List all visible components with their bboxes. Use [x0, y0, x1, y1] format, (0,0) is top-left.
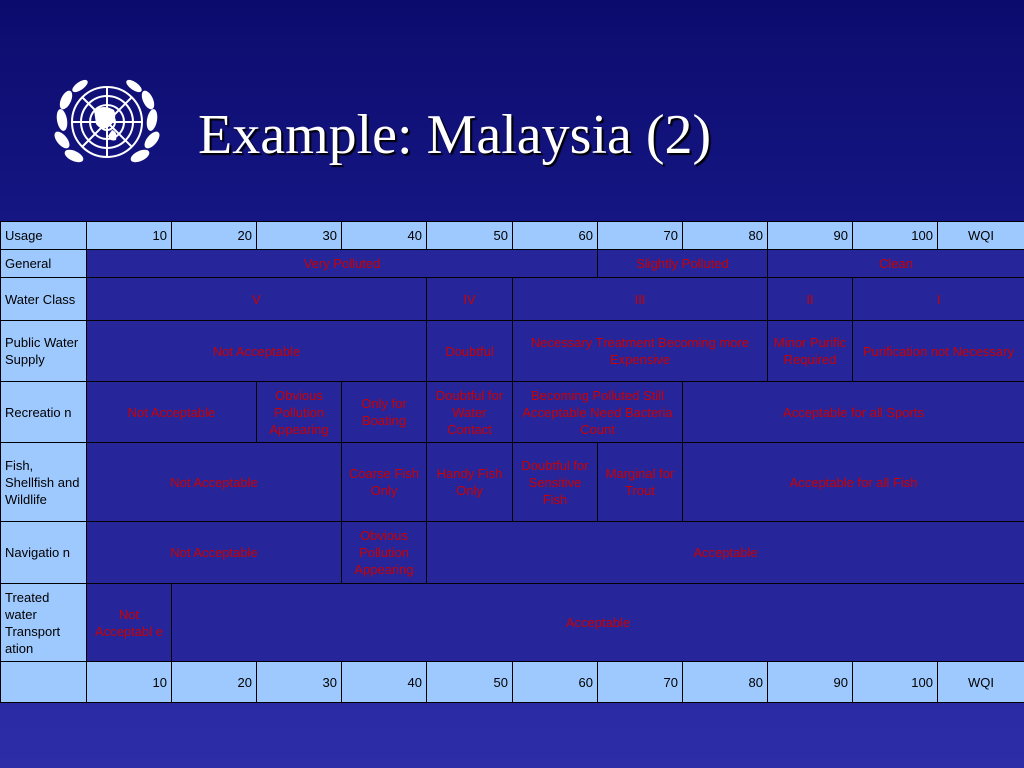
table-cell: Doubtful for Water Contact	[427, 382, 513, 443]
row-label: Fish, Shellfish and Wildlife	[1, 443, 87, 522]
table-cell: Not Acceptable	[87, 321, 427, 382]
table-cell: Not Acceptable	[87, 522, 342, 584]
table-cell: Becoming Polluted Still Acceptable Need Bacteria Count	[513, 382, 683, 443]
scale-value: 70	[598, 222, 683, 250]
table-cell: Not Acceptabl e	[87, 584, 172, 662]
scale-value: 100	[853, 662, 938, 703]
table-cell: Purification not Necessary	[853, 321, 1024, 382]
usage-label: Usage	[1, 222, 87, 250]
table-row-navigation	[1, 522, 1024, 584]
table-cell: Acceptable	[172, 584, 1024, 662]
table-footer-row	[1, 662, 1024, 703]
scale-value: 80	[683, 662, 768, 703]
scale-value: 60	[513, 662, 598, 703]
row-label: Recreatio n	[1, 382, 87, 443]
table-cell: Not Acceptable	[87, 443, 342, 522]
table-row-public-water	[1, 321, 1024, 382]
table-cell: Minor Purific Required	[768, 321, 853, 382]
table-cell: Obvious Pollution Appearing	[257, 382, 342, 443]
table-cell: Obvious Pollution Appearing	[342, 522, 427, 584]
scale-value: 70	[598, 662, 683, 703]
scale-value: 100	[853, 222, 938, 250]
table-cell: Doubtful	[427, 321, 513, 382]
table-row-water-class	[1, 278, 1024, 321]
table-cell: Coarse Fish Only	[342, 443, 427, 522]
table-row-general	[1, 250, 1024, 278]
table-cell: IV	[427, 278, 513, 321]
scale-value: 40	[342, 222, 427, 250]
scale-value: 50	[427, 662, 513, 703]
table-cell: Marginal for Trout	[598, 443, 683, 522]
table-cell: Handy Fish Only	[427, 443, 513, 522]
wqi-label: WQI	[938, 222, 1024, 250]
row-label: Navigatio n	[1, 522, 87, 584]
table-header-row	[1, 222, 1024, 250]
row-label: Treated water Transport ation	[1, 584, 87, 662]
scale-value: 60	[513, 222, 598, 250]
table-cell: Acceptable for all Fish	[683, 443, 1024, 522]
table-cell: Slightly Polluted	[598, 250, 768, 278]
scale-value: 80	[683, 222, 768, 250]
row-label: General	[1, 250, 87, 278]
table-cell: V	[87, 278, 427, 321]
slide-title: Example: Malaysia (2)	[198, 104, 712, 166]
table-cell: Acceptable for all Sports	[683, 382, 1024, 443]
scale-value: 40	[342, 662, 427, 703]
table-cell: Doubtful for Sensitive Fish	[513, 443, 598, 522]
scale-value: 50	[427, 222, 513, 250]
scale-value: 90	[768, 662, 853, 703]
row-label: Water Class	[1, 278, 87, 321]
wqi-table	[0, 221, 1024, 703]
table-cell: I	[853, 278, 1024, 321]
scale-value: 10	[87, 662, 172, 703]
table-cell: Necessary Treatment Becoming more Expensive	[513, 321, 768, 382]
scale-value: 10	[87, 222, 172, 250]
footer-blank-cell	[1, 662, 87, 703]
wqi-label: WQI	[938, 662, 1024, 703]
scale-value: 90	[768, 222, 853, 250]
table-cell: Clean	[768, 250, 1024, 278]
table-cell: Acceptable	[427, 522, 1024, 584]
table-cell: Very Polluted	[87, 250, 598, 278]
row-label: Public Water Supply	[1, 321, 87, 382]
table-cell: III	[513, 278, 768, 321]
table-cell: Not Acceptable	[87, 382, 257, 443]
un-emblem-icon	[52, 76, 162, 172]
table-row-treated	[1, 584, 1024, 662]
table-row-recreation	[1, 382, 1024, 443]
scale-value: 30	[257, 222, 342, 250]
scale-value: 30	[257, 662, 342, 703]
table-row-fish	[1, 443, 1024, 522]
table-cell: II	[768, 278, 853, 321]
scale-value: 20	[172, 222, 257, 250]
scale-value: 20	[172, 662, 257, 703]
table-cell: Only for Boating	[342, 382, 427, 443]
